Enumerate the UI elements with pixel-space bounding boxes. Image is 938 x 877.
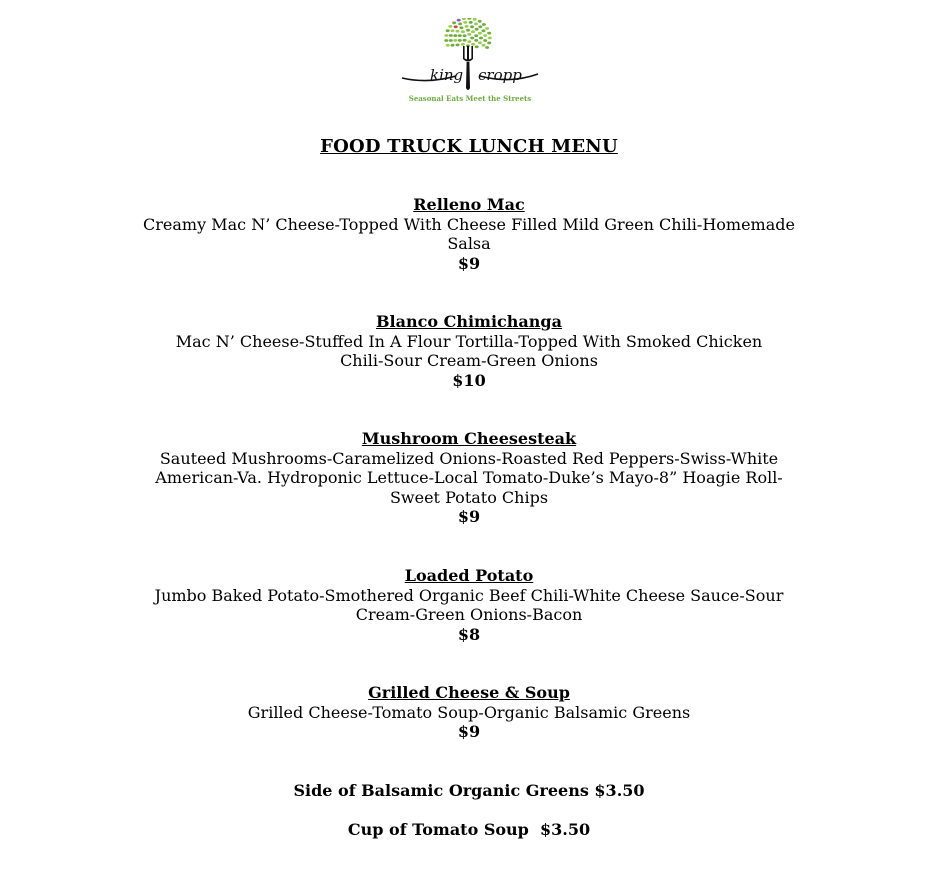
logo-leaf bbox=[485, 27, 489, 30]
logo-leaf bbox=[446, 44, 450, 47]
logo-leaf bbox=[444, 39, 448, 42]
logo-leaf bbox=[482, 44, 486, 47]
logo-leaf bbox=[478, 32, 482, 35]
logo-leaf bbox=[475, 45, 479, 48]
item-name: Grilled Cheese & Soup bbox=[368, 683, 570, 702]
item-price: $8 bbox=[457, 624, 481, 644]
item-description: Jumbo Baked Potato-Smothered Organic Beef Chili-White Cheese Sauce-Sour Cream-Green Onions-Bacon bbox=[154, 585, 784, 624]
item-price: $9 bbox=[457, 722, 481, 741]
side-item-soup: Cup of Tomato Soup $3.50 bbox=[347, 820, 591, 839]
logo-leaf bbox=[461, 30, 465, 33]
logo-leaf bbox=[444, 34, 448, 37]
logo-leaf bbox=[448, 25, 452, 28]
item-price: $10 bbox=[452, 370, 486, 390]
logo-leaf bbox=[466, 29, 470, 32]
king-cropp-logo bbox=[398, 18, 542, 108]
logo-leaf bbox=[483, 39, 487, 42]
item-name: Loaded Potato bbox=[404, 566, 534, 585]
logo-leaf bbox=[458, 34, 462, 37]
logo-leaf bbox=[461, 43, 465, 46]
logo-leaf bbox=[470, 37, 474, 40]
logo-leaf bbox=[451, 44, 455, 47]
menu-item bbox=[0, 566, 938, 644]
logo-leaf bbox=[478, 25, 482, 28]
menu-item bbox=[0, 683, 938, 742]
logo-leaf bbox=[463, 21, 467, 24]
menu-title: FOOD TRUCK LUNCH MENU bbox=[320, 136, 618, 157]
logo-leaf bbox=[482, 23, 486, 26]
logo-leaf bbox=[446, 29, 450, 32]
item-price: $9 bbox=[457, 507, 481, 526]
logo-leaf bbox=[471, 43, 475, 46]
logo-leaf bbox=[467, 40, 471, 43]
logo-leaf bbox=[465, 25, 469, 28]
item-name: Mushroom Cheesesteak bbox=[361, 429, 577, 448]
logo-leaf bbox=[471, 30, 475, 33]
logo-leaf bbox=[449, 34, 453, 37]
logo-leaf bbox=[463, 34, 467, 37]
logo-leaf bbox=[453, 39, 457, 42]
item-name: Relleno Mac bbox=[413, 195, 525, 214]
logo-leaf bbox=[487, 32, 491, 35]
logo-leaf bbox=[452, 21, 456, 24]
logo-name-left: king bbox=[430, 66, 464, 84]
logo-name-right: cropp bbox=[478, 66, 522, 84]
logo-leaf bbox=[458, 39, 462, 42]
logo-leaf bbox=[451, 29, 455, 32]
menu-item bbox=[0, 195, 938, 273]
logo-tagline: Seasonal Eats Meet the Streets bbox=[408, 94, 532, 103]
logo-leaf bbox=[467, 18, 471, 20]
logo-leaf bbox=[473, 18, 477, 21]
tree-fork-logo-icon bbox=[398, 18, 542, 94]
logo-leaf bbox=[453, 34, 457, 37]
logo-leaf bbox=[454, 25, 458, 28]
logo-leaf bbox=[462, 18, 466, 20]
item-price: $9 bbox=[457, 253, 481, 273]
logo-leaf bbox=[474, 23, 478, 26]
logo-leaf bbox=[449, 39, 453, 42]
logo-leaf bbox=[478, 41, 482, 44]
logo-leaf bbox=[460, 26, 464, 29]
menu-item bbox=[0, 429, 938, 527]
item-description: Sauteed Mushrooms-Caramelized Onions-Roasted Red Peppers-Swiss-White American-Va. Hydroponic Lettuce-Local Tomato-Duke’s Mayo-8” Hoagie Roll-Sweet Potato Chips bbox=[155, 448, 783, 507]
item-name: Blanco Chimichanga bbox=[376, 312, 562, 331]
logo-leaf bbox=[456, 30, 460, 33]
side-item-greens: Side of Balsamic Organic Greens $3.50 bbox=[293, 781, 645, 800]
logo-leaf bbox=[479, 37, 483, 40]
logo-leaf bbox=[475, 28, 479, 31]
logo-leaf bbox=[463, 39, 467, 42]
logo-leaf bbox=[469, 21, 473, 24]
logo-leaf bbox=[482, 29, 486, 32]
logo-leaf bbox=[483, 34, 487, 37]
logo-leaf bbox=[488, 37, 492, 40]
logo-leaf bbox=[485, 46, 489, 49]
logo-leaf bbox=[457, 19, 461, 22]
logo-leaf bbox=[487, 42, 491, 45]
logo-leaf bbox=[458, 23, 462, 26]
logo-leaf bbox=[474, 34, 478, 37]
menu-item bbox=[0, 312, 938, 390]
item-description: Creamy Mac N’ Cheese-Topped With Cheese Filled Mild Green Chili-Homemade Salsa bbox=[143, 214, 795, 253]
logo-leaf bbox=[467, 33, 471, 36]
item-description: Mac N’ Cheese-Stuffed In A Flour Tortilla-Topped With Smoked Chicken Chili-Sour Cream-Green Onions bbox=[175, 331, 763, 370]
logo-leaf bbox=[474, 39, 478, 42]
logo-leaf bbox=[478, 20, 482, 23]
logo-leaf bbox=[470, 25, 474, 28]
logo-leaf bbox=[456, 44, 460, 47]
item-description: Grilled Cheese-Tomato Soup-Organic Balsamic Greens bbox=[247, 702, 691, 722]
